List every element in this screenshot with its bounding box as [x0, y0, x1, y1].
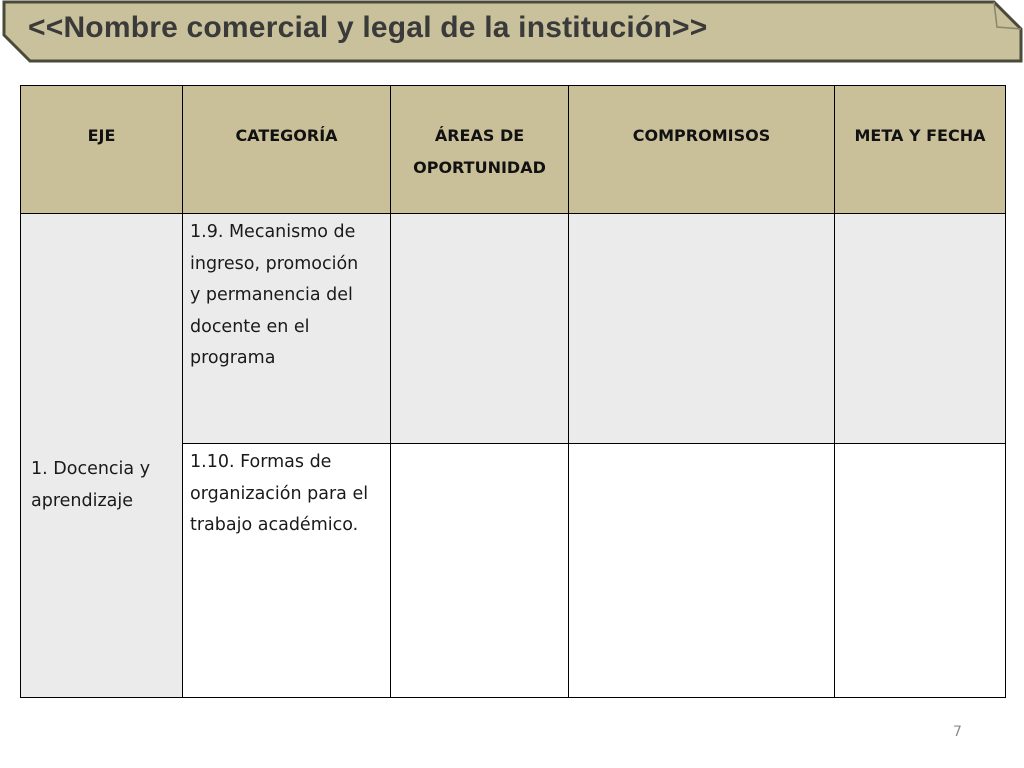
page-number: 7 [953, 724, 962, 740]
header-categoria: CATEGORÍA [183, 86, 391, 214]
header-eje: EJE [21, 86, 183, 214]
categoria-line: trabajo académico. [190, 515, 359, 535]
header-areas-de-oportunidad [391, 86, 569, 214]
header-meta-y-fecha: META Y FECHA [835, 86, 1006, 214]
categoria-line: 1.10. Formas de [190, 452, 332, 472]
categoria-cell[interactable] [183, 214, 391, 444]
slide-title: <<Nombre comercial y legal de la institución>> [28, 11, 708, 44]
commitments-table [20, 85, 1006, 698]
compromisos-cell[interactable] [569, 444, 835, 698]
categoria-line: organización para el [190, 483, 369, 504]
header-compromisos: COMPROMISOS [569, 86, 835, 214]
eje-line2: aprendizaje [31, 490, 134, 511]
categoria-line: docente en el [190, 316, 310, 337]
categoria-line: programa [190, 348, 276, 368]
compromisos-cell[interactable] [569, 214, 835, 444]
areas-cell[interactable] [391, 444, 569, 698]
categoria-cell[interactable] [183, 444, 391, 698]
header-areas-line2: OPORTUNIDAD [413, 158, 546, 177]
categoria-line: 1.9. Mecanismo de [190, 222, 356, 242]
title-banner [0, 0, 1024, 66]
categoria-line: ingreso, promoción [190, 253, 359, 274]
table-header-row [21, 86, 1006, 214]
header-areas-line1: ÁREAS DE [434, 126, 525, 145]
eje-line1: 1. Docencia y [31, 459, 151, 479]
eje-cell[interactable] [21, 214, 183, 698]
categoria-line: y permanencia del [190, 285, 353, 305]
table-row [21, 214, 1006, 444]
meta-cell[interactable] [835, 444, 1006, 698]
meta-cell[interactable] [835, 214, 1006, 444]
areas-cell[interactable] [391, 214, 569, 444]
